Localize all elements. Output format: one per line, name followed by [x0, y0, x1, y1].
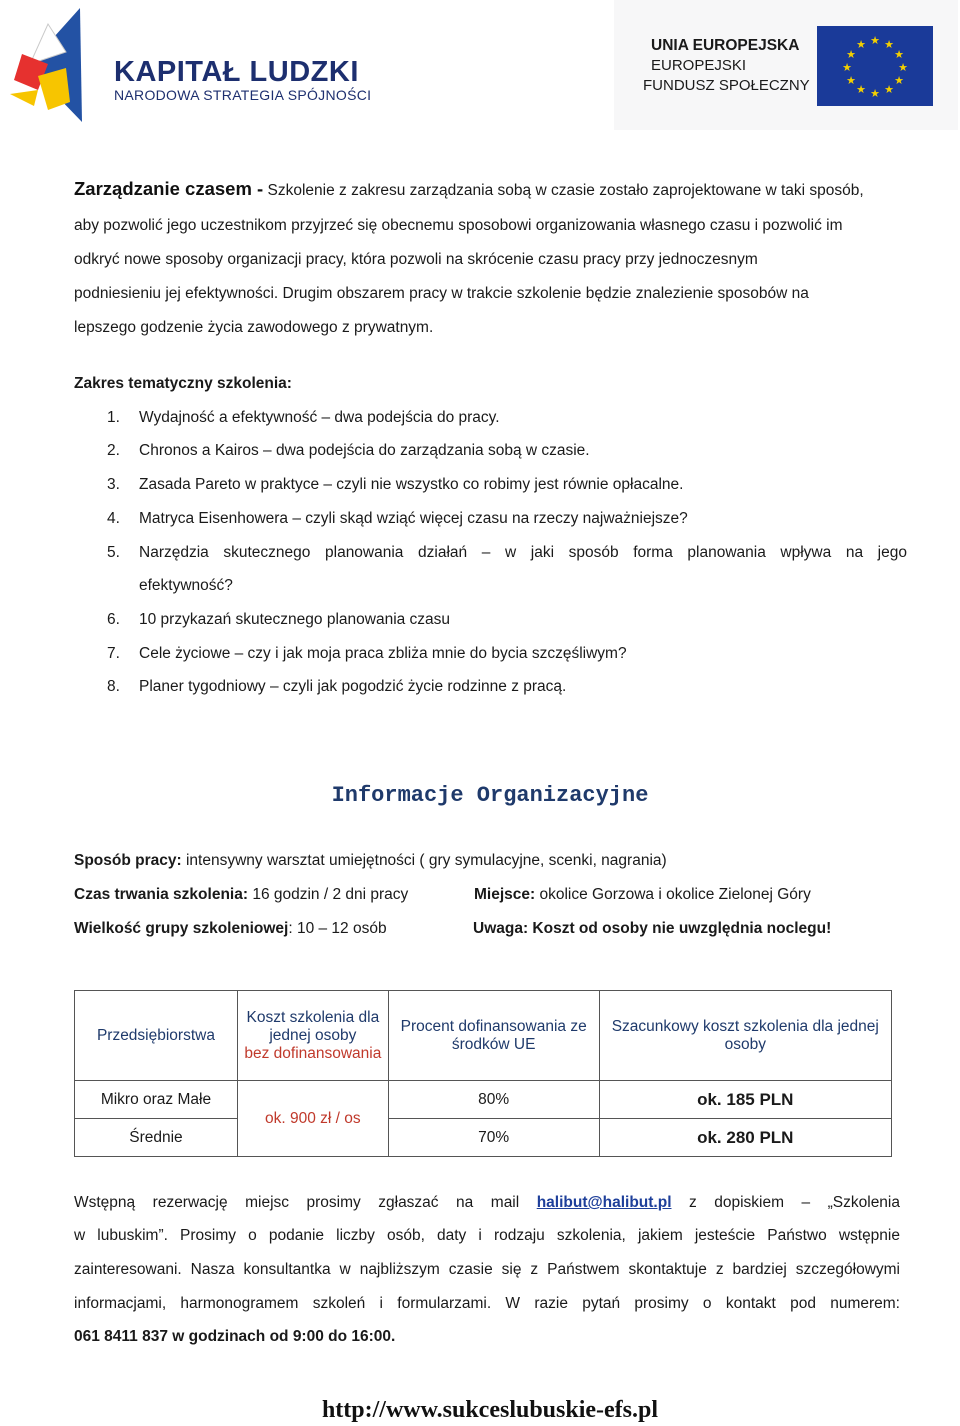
row-percent: 70%: [388, 1119, 599, 1157]
place-label: Miejsce:: [474, 886, 536, 903]
topic-number: 5.: [107, 544, 120, 561]
group-size: [74, 920, 387, 938]
header-estimate: Szacunkowy koszt szkolenia dla jednej osoby: [599, 991, 891, 1081]
svg-text:★: ★: [884, 83, 894, 96]
row-company: Średnie: [75, 1119, 238, 1157]
header-percent: Procent dofinansowania ze środków UE: [388, 991, 599, 1081]
svg-text:★: ★: [846, 48, 856, 61]
topic-number: 3.: [107, 476, 120, 493]
topic-number: 2.: [107, 442, 120, 459]
header-company: Przedsiębiorstwa: [75, 991, 238, 1081]
svg-text:★: ★: [856, 83, 866, 96]
topic-item: 10 przykazań skutecznego planowania czasu: [139, 611, 451, 628]
topic-number: 4.: [107, 510, 120, 527]
topic-item: Wydajność a efektywność – dwa podejścia do pracy.: [139, 409, 500, 426]
contact-line-1: [74, 1194, 900, 1212]
eu-logo-line3: FUNDUSZ SPOŁECZNY: [643, 77, 810, 94]
topic-number: 6.: [107, 611, 120, 628]
cost-table: [74, 990, 892, 1157]
svg-text:★: ★: [898, 61, 908, 74]
header-cost: [237, 991, 388, 1081]
row-estimate: ok. 280 PLN: [599, 1119, 891, 1157]
svg-text:★: ★: [894, 74, 904, 87]
topic-number: 7.: [107, 645, 120, 662]
duration: [74, 886, 408, 904]
topic-number: 1.: [107, 409, 120, 426]
intro-line-3: odkryć nowe sposoby organizacji pracy, która pozwoli na skrócenie czasu pracy przy jednoczesnym: [74, 251, 758, 268]
work-method-value: intensywny warsztat umiejętności ( gry symulacyjne, scenki, nagrania): [181, 852, 667, 869]
topic-item: Chronos a Kairos – dwa podejścia do zarządzania sobą w czasie.: [139, 442, 590, 459]
work-method-label: Sposób pracy:: [74, 852, 182, 869]
intro-line-5: lepszego godzenie życia zawodowego z prywatnym.: [74, 319, 434, 336]
kapital-ludzki-logo: [8, 6, 398, 130]
duration-value: 16 godzin / 2 dni pracy: [248, 886, 409, 903]
kapital-ludzki-title: KAPITAŁ LUDZKI: [114, 56, 359, 88]
contact-line-2: w lubuskim”. Prosimy o podanie liczby osób, daty i rodzaju szkolenia, jakiem jesteście Państwo wstępnie: [74, 1227, 900, 1244]
svg-text:★: ★: [842, 61, 852, 74]
row-company: Mikro oraz Małe: [75, 1081, 238, 1119]
eu-logo-line2: EUROPEJSKI: [651, 57, 747, 74]
eu-logo-line1: UNIA EUROPEJSKA: [651, 37, 800, 54]
topics-heading: Zakres tematyczny szkolenia:: [74, 375, 292, 392]
eu-logo: [614, 0, 958, 130]
topic-item: Cele życiowe – czy i jak moja praca zbliża mnie do bycia szczęśliwym?: [139, 645, 627, 662]
header-cost-label: Koszt szkolenia dla jednej osoby: [246, 1008, 380, 1044]
topic-item: Zasada Pareto w praktyce – czyli nie wszystko co robimy jest równie opłacalne.: [139, 476, 684, 493]
intro-line-2: aby pozwolić jego uczestnikom przyjrzeć się obecnemu sposobowi organizowania własnego czasu i pozwolić im: [74, 217, 843, 234]
kapital-ludzki-star-icon: [8, 6, 108, 130]
intro-line-4: podniesieniu jej efektywności. Drugim obszarem pracy w trakcie szkolenie będzie znalezienie sposobów na: [74, 285, 809, 302]
duration-label: Czas trwania szkolenia:: [74, 886, 249, 903]
svg-text:★: ★: [846, 74, 856, 87]
intro-heading: Zarządzanie czasem -: [74, 178, 264, 199]
table-header-row: [75, 991, 892, 1081]
eu-flag-icon: [817, 26, 933, 106]
svg-text:★: ★: [884, 38, 894, 51]
topic-item-continuation: efektywność?: [139, 577, 233, 594]
group-size-label: Wielkość grupy szkoleniowej: [74, 920, 289, 937]
contact-line-3: zainteresowani. Nasza konsultantka w najbliższym czasie się z Państwem skontaktuje z bardziej szczegółowymi: [74, 1261, 900, 1278]
contact-line-4: informacjami, harmonogramem szkoleń i formularzami. W razie pytań prosimy o kontakt pod numerem:: [74, 1295, 900, 1312]
footer-url[interactable]: http://www.sukceslubuskie-efs.pl: [321, 1397, 659, 1423]
intro-line-1: [74, 178, 864, 200]
work-method: [74, 852, 667, 870]
intro-text: Szkolenie z zakresu zarządzania sobą w czasie zostało zaprojektowane w taki sposób,: [267, 182, 864, 199]
svg-text:★: ★: [856, 38, 866, 51]
place: [474, 886, 811, 904]
row-shared-cost: ok. 900 zł / os: [237, 1081, 388, 1157]
contact-phone: 061 8411 837 w godzinach od 9:00 do 16:00.: [74, 1328, 396, 1345]
topic-item: Planer tygodniowy – czyli jak pogodzić życie rodzinne z pracą.: [139, 678, 567, 695]
place-value: okolice Gorzowa i okolice Zielonej Góry: [535, 886, 811, 903]
info-heading: Informacje Organizacyjne: [331, 783, 649, 808]
table-row: [75, 1081, 892, 1119]
group-size-value: : 10 – 12 osób: [288, 920, 387, 937]
contact-text: z dopiskiem – „Szkolenia: [689, 1194, 900, 1211]
contact-text: Wstępną rezerwację miejsc prosimy zgłaszać na mail: [74, 1194, 520, 1211]
email-link[interactable]: halibut@halibut.pl: [536, 1194, 672, 1211]
svg-text:★: ★: [870, 87, 880, 100]
svg-text:★: ★: [870, 34, 880, 47]
row-percent: 80%: [388, 1081, 599, 1119]
topic-item: Narzędzia skutecznego planowania działań – w jaki sposób forma planowania wpływa na jego: [139, 544, 907, 561]
svg-text:★: ★: [894, 48, 904, 61]
row-estimate: ok. 185 PLN: [599, 1081, 891, 1119]
kapital-ludzki-subtitle: NARODOWA STRATEGIA SPÓJNOŚCI: [114, 87, 372, 103]
header-cost-no-funding: bez dofinansowania: [244, 1044, 382, 1062]
table-row: [75, 1119, 892, 1157]
accommodation-note: Uwaga: Koszt od osoby nie uwzględnia noclegu!: [473, 920, 832, 937]
topic-number: 8.: [107, 678, 120, 695]
topic-item: Matryca Eisenhowera – czyli skąd wziąć więcej czasu na rzeczy najważniejsze?: [139, 510, 688, 527]
